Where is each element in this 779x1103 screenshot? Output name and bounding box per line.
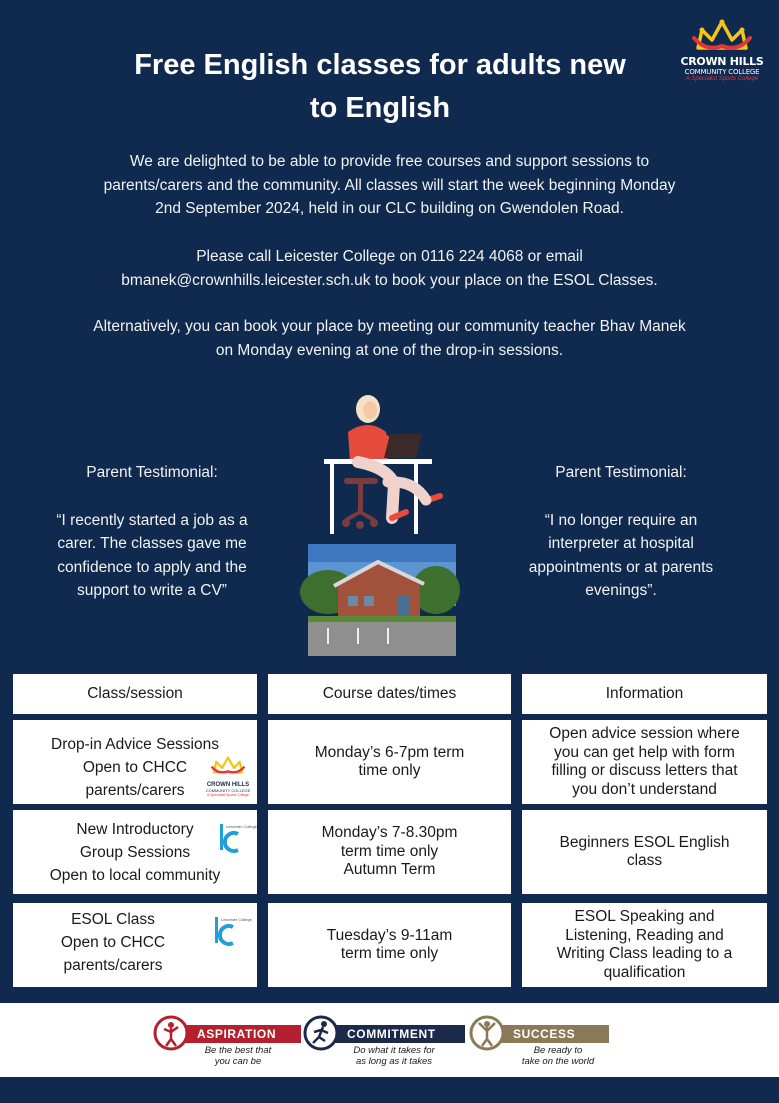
intro-p2-line-2: bmanek@crownhills.leicester.sch.uk to book your place on the ESOL Classes. [121, 271, 658, 289]
testimonial-line: carer. The classes gave me [57, 535, 247, 552]
testimonial-heading: Parent Testimonial: [86, 464, 218, 481]
success-sub-line-2: take on the world [521, 1056, 595, 1067]
mini-logo-line-1: CROWN HILLS [206, 781, 250, 788]
table-row-3-info [522, 903, 767, 987]
value-success [469, 1015, 613, 1071]
info-line: class [626, 852, 663, 869]
session-line: parents/carers [85, 782, 185, 799]
session-line: parents/carers [63, 957, 163, 974]
crown-hills-mini-logo [203, 756, 253, 797]
info-line: Listening, Reading and [565, 926, 724, 944]
clc-building-photo [308, 544, 456, 656]
intro-p3-line-1: Alternatively, you can book your place by meeting our community teacher Bhav Manek [93, 318, 686, 335]
table-row-1-dates [268, 720, 511, 804]
session-text [13, 908, 213, 977]
info-line: Beginners ESOL English [559, 833, 730, 851]
aspiration-icon [153, 1015, 189, 1051]
session-line: Drop-in Advice Sessions [51, 736, 219, 753]
info-line: you don’t understand [572, 780, 717, 798]
info-line: ESOL Speaking and [574, 908, 715, 925]
leicester-college-logo [218, 822, 257, 862]
aspiration-sub-line-1: Be the best that [204, 1045, 272, 1056]
logo-tagline: A Specialist Sports College [685, 76, 759, 82]
intro-p1-line-2: parents/carers and the community. All classes will start the week beginning Monday [103, 176, 676, 194]
testimonial-heading: Parent Testimonial: [555, 464, 687, 481]
session-line: Group Sessions [79, 844, 191, 861]
table-row-1-session [13, 720, 257, 804]
testimonial-line: “I no longer require an [544, 511, 698, 529]
commitment-label: COMMITMENT [327, 1025, 465, 1043]
commitment-sub-line-1: Do what it takes for [353, 1045, 435, 1056]
table-header-information: Information [522, 674, 767, 714]
intro-p1-line-1: We are delighted to be able to provide free courses and support sessions to [129, 153, 650, 170]
title-line-2: to English [309, 92, 451, 124]
woman-at-laptop-illustration [318, 392, 438, 537]
intro-p1-line-3: 2nd September 2024, held in our CLC building on Gwendolen Road. [155, 200, 624, 217]
testimonial-line: interpreter at hospital [548, 535, 694, 552]
intro-paragraph-1 [16, 150, 763, 221]
mini-logo-line-2: COMMUNITY COLLEGE [205, 787, 251, 793]
leicester-college-icon [213, 915, 252, 949]
lc-label: Leicester College [221, 917, 252, 922]
dates-line: Monday’s 7-8.30pm [321, 824, 458, 842]
dates-line: Tuesday’s 9-11am [326, 926, 453, 944]
logo-name-line-1: CROWN HILLS [680, 55, 764, 68]
testimonial-line: “I recently started a job as a [56, 511, 248, 529]
commitment-icon [303, 1015, 339, 1051]
info-line: qualification [603, 963, 686, 981]
intro-p3-line-2: on Monday evening at one of the drop-in sessions. [215, 341, 564, 359]
testimonial-line: confidence to apply and the [57, 558, 247, 576]
dates-line: Autumn Term [343, 861, 436, 879]
testimonial-line: evenings”. [585, 582, 657, 599]
info-line: Writing Class leading to a [556, 945, 733, 962]
intro-paragraph-2 [16, 245, 763, 292]
session-line: Open to local community [49, 867, 221, 884]
page-title [80, 44, 680, 130]
info-line: you can get help with form [554, 743, 735, 761]
crown-icon [692, 18, 752, 56]
session-line: Open to CHCC [60, 934, 166, 951]
success-sub-line-1: Be ready to [533, 1045, 583, 1056]
table-row-1-info [522, 720, 767, 804]
table-header-class-session: Class/session [13, 674, 257, 714]
session-line: New Introductory [76, 821, 194, 838]
crown-icon [210, 756, 246, 776]
commitment-sub-line-2: as long as it takes [355, 1056, 433, 1067]
leicester-college-icon [218, 822, 257, 856]
testimonial-line: support to write a CV” [77, 582, 227, 599]
crown-hills-logo [676, 18, 768, 98]
table-header-course-dates: Course dates/times [268, 674, 511, 714]
testimonial-right [492, 461, 750, 603]
aspiration-subtitle [183, 1045, 293, 1067]
leicester-college-logo [213, 915, 252, 955]
mini-logo-line-3: A Specialist Sports College [206, 792, 250, 797]
dates-line: term time only [340, 945, 439, 962]
dates-line: term time only [340, 842, 439, 860]
intro-paragraph-3 [16, 315, 763, 362]
table-row-2-info [522, 810, 767, 894]
values-footer [0, 1003, 779, 1077]
testimonial-left [22, 461, 282, 603]
value-commitment [303, 1015, 467, 1071]
table-row-3-dates [268, 903, 511, 987]
aspiration-sub-line-2: you can be [214, 1056, 262, 1067]
dates-line: time only [358, 762, 421, 779]
table-row-2-dates [268, 810, 511, 894]
info-line: Open advice session where [549, 725, 740, 742]
dates-line: Monday’s 6-7pm term [314, 743, 465, 761]
table-row-2-session [13, 810, 257, 894]
title-line-1: Free English classes for adults new [134, 49, 626, 81]
testimonial-line: appointments or at parents [528, 558, 714, 576]
lc-label: Leicester College [226, 824, 257, 829]
success-label: SUCCESS [493, 1025, 609, 1043]
logo-name-line-2: COMMUNITY COLLEGE [684, 68, 760, 76]
bottom-band [0, 1077, 779, 1103]
table-row-3-session [13, 903, 257, 987]
session-line: Open to CHCC [82, 759, 188, 776]
intro-p2-line-1: Please call Leicester College on 0116 224 4068 or email [196, 248, 583, 265]
session-line: ESOL Class [71, 911, 155, 928]
commitment-subtitle [339, 1045, 449, 1067]
info-line: filling or discuss letters that [551, 762, 738, 779]
value-aspiration [153, 1015, 305, 1071]
aspiration-label: ASPIRATION [177, 1025, 301, 1043]
success-subtitle [503, 1045, 613, 1067]
success-icon [469, 1015, 505, 1051]
